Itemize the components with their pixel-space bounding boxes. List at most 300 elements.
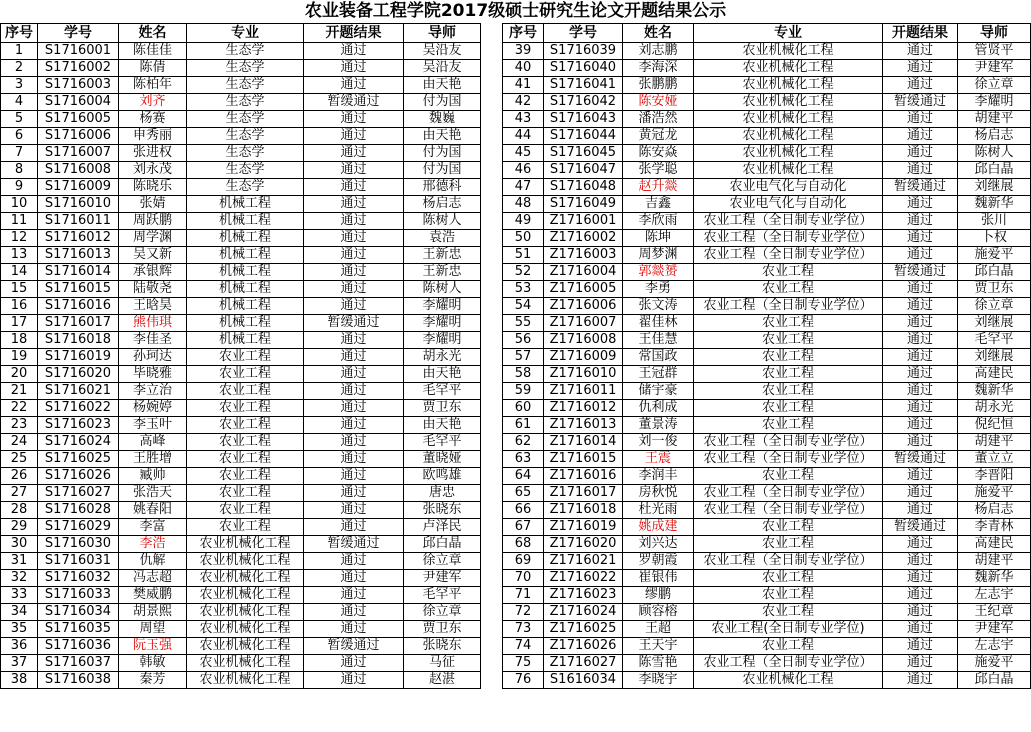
cell-no: 36 [1, 638, 38, 655]
cell-advisor: 施爱平 [958, 655, 1031, 672]
cell-result: 通过 [304, 60, 404, 77]
cell-advisor: 高建民 [958, 366, 1031, 383]
cell-no: 52 [503, 264, 544, 281]
cell-advisor: 毛罕平 [404, 383, 481, 400]
cell-result: 通过 [304, 145, 404, 162]
cell-name: 张鹏鹏 [623, 77, 694, 94]
cell-major: 农业工程（全日制专业学位） [694, 247, 883, 264]
table-row [1, 485, 481, 502]
cell-name: 王天宇 [623, 638, 694, 655]
cell-advisor: 赵湛 [404, 672, 481, 689]
cell-result: 通过 [883, 536, 958, 553]
cell-major: 生态学 [187, 111, 304, 128]
cell-name: 李玉叶 [119, 417, 187, 434]
cell-major: 农业工程 [694, 264, 883, 281]
cell-advisor: 倪纪恒 [958, 417, 1031, 434]
cell-advisor: 贾卫东 [404, 400, 481, 417]
cell-no: 40 [503, 60, 544, 77]
table-row [503, 502, 1031, 519]
cell-major: 农业机械化工程 [187, 536, 304, 553]
cell-student-id: S1716022 [38, 400, 119, 417]
cell-no: 7 [1, 145, 38, 162]
table-row [503, 400, 1031, 417]
cell-advisor: 施爱平 [958, 247, 1031, 264]
cell-advisor: 唐忠 [404, 485, 481, 502]
cell-major: 生态学 [187, 94, 304, 111]
cell-result: 通过 [304, 264, 404, 281]
table-row [1, 128, 481, 145]
cell-name: 刘志鹏 [623, 43, 694, 60]
cell-no: 28 [1, 502, 38, 519]
cell-advisor: 吴沿友 [404, 60, 481, 77]
cell-no: 32 [1, 570, 38, 587]
table-row [1, 247, 481, 264]
cell-name: 姚成建 [623, 519, 694, 536]
right-table-body [503, 43, 1031, 689]
cell-result: 通过 [883, 621, 958, 638]
cell-no: 12 [1, 230, 38, 247]
table-row [1, 332, 481, 349]
cell-student-id: Z1716002 [544, 230, 623, 247]
cell-result: 通过 [304, 485, 404, 502]
left-table-header [1, 24, 481, 43]
cell-advisor: 尹建军 [404, 570, 481, 587]
cell-student-id: S1716041 [544, 77, 623, 94]
cell-name: 张婧 [119, 196, 187, 213]
header-advisor: 导师 [958, 24, 1031, 43]
table-row [503, 94, 1031, 111]
table-row [503, 536, 1031, 553]
header-no: 序号 [1, 24, 38, 43]
cell-no: 38 [1, 672, 38, 689]
cell-student-id: S1716015 [38, 281, 119, 298]
cell-advisor: 王新忠 [404, 247, 481, 264]
cell-student-id: S1716017 [38, 315, 119, 332]
table-row [1, 145, 481, 162]
cell-no: 1 [1, 43, 38, 60]
cell-advisor: 邢德科 [404, 179, 481, 196]
cell-advisor: 李耀明 [404, 332, 481, 349]
cell-student-id: Z1716019 [544, 519, 623, 536]
cell-major: 机械工程 [187, 298, 304, 315]
table-row [503, 366, 1031, 383]
cell-advisor: 刘继展 [958, 315, 1031, 332]
table-row [503, 485, 1031, 502]
table-row [1, 366, 481, 383]
cell-major: 机械工程 [187, 315, 304, 332]
cell-advisor: 李晋阳 [958, 468, 1031, 485]
cell-advisor: 欧鸣雄 [404, 468, 481, 485]
cell-result: 通过 [304, 162, 404, 179]
cell-no: 55 [503, 315, 544, 332]
cell-advisor: 胡建平 [958, 111, 1031, 128]
table-row [1, 77, 481, 94]
cell-advisor: 王新忠 [404, 264, 481, 281]
cell-advisor: 付为国 [404, 162, 481, 179]
cell-no: 62 [503, 434, 544, 451]
cell-major: 机械工程 [187, 230, 304, 247]
cell-major: 农业机械化工程 [187, 655, 304, 672]
cell-student-id: S1716037 [38, 655, 119, 672]
cell-major: 农业机械化工程 [694, 111, 883, 128]
table-row [503, 196, 1031, 213]
cell-student-id: Z1716013 [544, 417, 623, 434]
table-row [1, 43, 481, 60]
cell-no: 20 [1, 366, 38, 383]
cell-no: 58 [503, 366, 544, 383]
cell-major: 农业工程 [187, 468, 304, 485]
cell-name: 储宇豪 [623, 383, 694, 400]
cell-student-id: Z1716016 [544, 468, 623, 485]
cell-major: 农业工程 [694, 468, 883, 485]
cell-no: 51 [503, 247, 544, 264]
cell-advisor: 邱白晶 [958, 672, 1031, 689]
cell-major: 机械工程 [187, 196, 304, 213]
cell-name: 陆敬尧 [119, 281, 187, 298]
table-row [1, 502, 481, 519]
cell-name: 翟佳林 [623, 315, 694, 332]
cell-name: 房秋悦 [623, 485, 694, 502]
table-row [1, 298, 481, 315]
cell-name: 周梦渊 [623, 247, 694, 264]
cell-student-id: Z1716004 [544, 264, 623, 281]
cell-no: 46 [503, 162, 544, 179]
cell-student-id: S1716039 [544, 43, 623, 60]
cell-major: 机械工程 [187, 264, 304, 281]
cell-result: 暂缓通过 [883, 519, 958, 536]
cell-advisor: 卢泽民 [404, 519, 481, 536]
cell-no: 31 [1, 553, 38, 570]
cell-student-id: Z1716027 [544, 655, 623, 672]
cell-major: 农业工程 [187, 400, 304, 417]
cell-major: 农业机械化工程 [694, 672, 883, 689]
table-row [1, 94, 481, 111]
cell-student-id: Z1716014 [544, 434, 623, 451]
cell-no: 3 [1, 77, 38, 94]
table-row [1, 536, 481, 553]
cell-major: 机械工程 [187, 281, 304, 298]
cell-major: 农业工程（全日制专业学位） [694, 655, 883, 672]
cell-result: 通过 [304, 366, 404, 383]
header-student-id: 学号 [38, 24, 119, 43]
cell-advisor: 胡建平 [958, 434, 1031, 451]
cell-name: 高峰 [119, 434, 187, 451]
cell-result: 通过 [883, 213, 958, 230]
table-row [503, 230, 1031, 247]
cell-major: 农业工程 [694, 349, 883, 366]
cell-name: 陈佳佳 [119, 43, 187, 60]
cell-no: 30 [1, 536, 38, 553]
cell-student-id: S1716001 [38, 43, 119, 60]
cell-result: 通过 [883, 111, 958, 128]
cell-no: 63 [503, 451, 544, 468]
cell-major: 农业工程（全日制专业学位） [694, 434, 883, 451]
table-row [1, 655, 481, 672]
cell-name: 承银辉 [119, 264, 187, 281]
cell-advisor: 由天艳 [404, 366, 481, 383]
cell-no: 72 [503, 604, 544, 621]
cell-result: 通过 [304, 417, 404, 434]
cell-major: 农业工程 [694, 332, 883, 349]
cell-student-id: Z1716020 [544, 536, 623, 553]
table-row [503, 128, 1031, 145]
cell-advisor: 魏新华 [958, 383, 1031, 400]
cell-result: 通过 [304, 672, 404, 689]
table-row [1, 60, 481, 77]
cell-no: 22 [1, 400, 38, 417]
cell-major: 生态学 [187, 60, 304, 77]
cell-student-id: S1716042 [544, 94, 623, 111]
cell-major: 农业工程 [187, 349, 304, 366]
cell-advisor: 张川 [958, 213, 1031, 230]
cell-name: 常国政 [623, 349, 694, 366]
cell-major: 农业电气化与自动化 [694, 196, 883, 213]
table-row [503, 604, 1031, 621]
table-row [1, 638, 481, 655]
cell-name: 陈雪艳 [623, 655, 694, 672]
cell-name: 周学渊 [119, 230, 187, 247]
cell-result: 通过 [304, 621, 404, 638]
cell-major: 农业工程（全日制专业学位） [694, 502, 883, 519]
cell-advisor: 由天艳 [404, 77, 481, 94]
cell-result: 通过 [883, 230, 958, 247]
cell-no: 50 [503, 230, 544, 247]
cell-name: 李浩 [119, 536, 187, 553]
cell-major: 农业电气化与自动化 [694, 179, 883, 196]
cell-name: 王晗昊 [119, 298, 187, 315]
cell-name: 董景涛 [623, 417, 694, 434]
table-row [503, 587, 1031, 604]
cell-no: 42 [503, 94, 544, 111]
table-row [1, 604, 481, 621]
cell-student-id: Z1716010 [544, 366, 623, 383]
cell-name: 吉鑫 [623, 196, 694, 213]
cell-name: 王佳慧 [623, 332, 694, 349]
cell-result: 通过 [883, 417, 958, 434]
cell-no: 66 [503, 502, 544, 519]
cell-result: 通过 [883, 672, 958, 689]
cell-major: 农业工程 [694, 417, 883, 434]
cell-major: 农业工程（全日制专业学位） [694, 298, 883, 315]
cell-result: 通过 [304, 43, 404, 60]
cell-major: 农业工程（全日制专业学位） [694, 553, 883, 570]
cell-name: 缪鹏 [623, 587, 694, 604]
cell-student-id: S1716048 [544, 179, 623, 196]
cell-result: 通过 [304, 434, 404, 451]
cell-no: 54 [503, 298, 544, 315]
cell-major: 生态学 [187, 179, 304, 196]
cell-student-id: S1716045 [544, 145, 623, 162]
cell-name: 郭燚赟 [623, 264, 694, 281]
cell-major: 农业机械化工程 [694, 128, 883, 145]
cell-no: 16 [1, 298, 38, 315]
cell-major: 农业机械化工程 [187, 621, 304, 638]
cell-result: 通过 [883, 587, 958, 604]
table-row [503, 519, 1031, 536]
cell-advisor: 刘继展 [958, 179, 1031, 196]
cell-advisor: 马征 [404, 655, 481, 672]
cell-no: 5 [1, 111, 38, 128]
cell-result: 暂缓通过 [883, 94, 958, 111]
cell-major: 农业工程（全日制专业学位） [694, 451, 883, 468]
cell-no: 9 [1, 179, 38, 196]
cell-no: 71 [503, 587, 544, 604]
cell-no: 61 [503, 417, 544, 434]
cell-major: 农业机械化工程 [694, 77, 883, 94]
cell-result: 通过 [304, 468, 404, 485]
cell-major: 农业工程 [187, 502, 304, 519]
cell-no: 24 [1, 434, 38, 451]
cell-name: 陈柏年 [119, 77, 187, 94]
cell-advisor: 贾卫东 [404, 621, 481, 638]
cell-no: 14 [1, 264, 38, 281]
table-row [503, 655, 1031, 672]
table-row [1, 417, 481, 434]
cell-student-id: S1716035 [38, 621, 119, 638]
cell-student-id: S1716023 [38, 417, 119, 434]
cell-result: 通过 [883, 485, 958, 502]
left-results-table [0, 23, 481, 689]
cell-no: 27 [1, 485, 38, 502]
table-row [503, 179, 1031, 196]
cell-advisor: 徐立章 [958, 77, 1031, 94]
cell-major: 生态学 [187, 128, 304, 145]
cell-name: 秦芳 [119, 672, 187, 689]
cell-advisor: 张晓东 [404, 502, 481, 519]
cell-result: 通过 [883, 655, 958, 672]
cell-advisor: 李耀明 [958, 94, 1031, 111]
cell-student-id: Z1716001 [544, 213, 623, 230]
table-row [1, 315, 481, 332]
cell-student-id: S1716018 [38, 332, 119, 349]
cell-result: 通过 [883, 638, 958, 655]
cell-no: 56 [503, 332, 544, 349]
cell-advisor: 吴沿友 [404, 43, 481, 60]
cell-advisor: 付为国 [404, 145, 481, 162]
cell-major: 农业工程 [187, 451, 304, 468]
header-major: 专业 [187, 24, 304, 43]
cell-result: 通过 [883, 332, 958, 349]
cell-name: 陈倩 [119, 60, 187, 77]
cell-result: 通过 [304, 570, 404, 587]
cell-no: 39 [503, 43, 544, 60]
cell-result: 通过 [304, 349, 404, 366]
cell-student-id: S1716012 [38, 230, 119, 247]
cell-name: 张学聪 [623, 162, 694, 179]
left-table-body [1, 43, 481, 689]
cell-student-id: S1716027 [38, 485, 119, 502]
cell-student-id: S1716010 [38, 196, 119, 213]
cell-major: 农业工程 [187, 434, 304, 451]
cell-advisor: 王纪章 [958, 604, 1031, 621]
cell-advisor: 贾卫东 [958, 281, 1031, 298]
cell-name: 周望 [119, 621, 187, 638]
table-row [503, 638, 1031, 655]
table-row [503, 247, 1031, 264]
cell-name: 陈坤 [623, 230, 694, 247]
cell-major: 农业机械化工程 [694, 94, 883, 111]
cell-advisor: 徐立章 [404, 553, 481, 570]
cell-student-id: S1716002 [38, 60, 119, 77]
cell-student-id: S1716008 [38, 162, 119, 179]
cell-advisor: 李耀明 [404, 315, 481, 332]
cell-result: 通过 [304, 451, 404, 468]
table-row [503, 145, 1031, 162]
table-row [1, 672, 481, 689]
cell-major: 农业工程 [694, 536, 883, 553]
cell-student-id: S1716025 [38, 451, 119, 468]
cell-student-id: S1716033 [38, 587, 119, 604]
table-row [1, 587, 481, 604]
cell-major: 农业工程(全日制专业学位) [694, 621, 883, 638]
cell-student-id: S1716006 [38, 128, 119, 145]
cell-result: 通过 [304, 77, 404, 94]
cell-advisor: 邱白晶 [958, 264, 1031, 281]
cell-major: 农业机械化工程 [187, 638, 304, 655]
cell-major: 农业工程 [187, 519, 304, 536]
cell-no: 74 [503, 638, 544, 655]
cell-major: 农业工程 [694, 604, 883, 621]
cell-name: 崔银伟 [623, 570, 694, 587]
cell-student-id: S1716038 [38, 672, 119, 689]
cell-name: 王超 [623, 621, 694, 638]
cell-name: 阮玉强 [119, 638, 187, 655]
cell-result: 通过 [883, 43, 958, 60]
cell-name: 韩敏 [119, 655, 187, 672]
cell-student-id: Z1716022 [544, 570, 623, 587]
table-row [503, 672, 1031, 689]
cell-student-id: Z1716007 [544, 315, 623, 332]
cell-advisor: 徐立章 [958, 298, 1031, 315]
table-row [503, 332, 1031, 349]
cell-result: 暂缓通过 [304, 638, 404, 655]
cell-advisor: 董立立 [958, 451, 1031, 468]
table-row [503, 434, 1031, 451]
table-row [503, 349, 1031, 366]
cell-advisor: 尹建军 [958, 60, 1031, 77]
sheet-title: 农业装备工程学院2017级硕士研究生论文开题结果公示 [304, 1, 727, 21]
cell-result: 通过 [304, 553, 404, 570]
header-advisor: 导师 [404, 24, 481, 43]
cell-advisor: 毛罕平 [404, 434, 481, 451]
cell-no: 57 [503, 349, 544, 366]
cell-major: 农业工程 [694, 587, 883, 604]
cell-result: 暂缓通过 [883, 451, 958, 468]
cell-no: 43 [503, 111, 544, 128]
cell-advisor: 陈树人 [958, 145, 1031, 162]
cell-advisor: 管贤平 [958, 43, 1031, 60]
cell-no: 26 [1, 468, 38, 485]
cell-student-id: Z1716017 [544, 485, 623, 502]
cell-no: 8 [1, 162, 38, 179]
header-student-id: 学号 [544, 24, 623, 43]
cell-major: 农业机械化工程 [187, 570, 304, 587]
header-major: 专业 [694, 24, 883, 43]
table-row [1, 179, 481, 196]
cell-student-id: S1716049 [544, 196, 623, 213]
table-row [1, 383, 481, 400]
table-row [503, 383, 1031, 400]
cell-result: 通过 [883, 247, 958, 264]
cell-no: 47 [503, 179, 544, 196]
cell-result: 通过 [304, 655, 404, 672]
cell-major: 农业工程 [694, 519, 883, 536]
cell-name: 杨婉婷 [119, 400, 187, 417]
cell-name: 樊威鹏 [119, 587, 187, 604]
cell-name: 冯志超 [119, 570, 187, 587]
table-row [503, 298, 1031, 315]
cell-major: 农业工程 [694, 366, 883, 383]
